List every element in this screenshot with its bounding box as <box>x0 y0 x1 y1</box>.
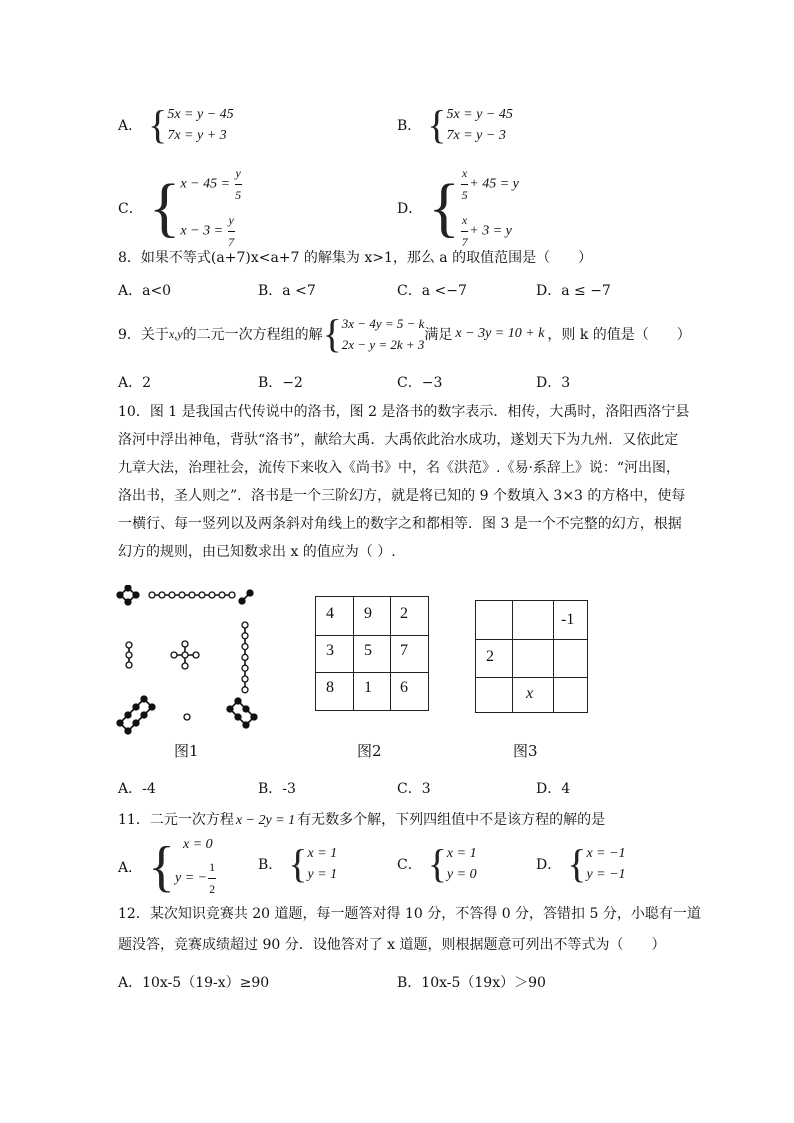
equation: y = 0 <box>446 867 477 882</box>
luoshu-dot <box>242 654 248 660</box>
luoshu-dot <box>242 622 248 628</box>
option-label: A． <box>118 860 143 876</box>
equation: 5x = y − 45 <box>167 107 234 122</box>
option-label: D． <box>397 201 423 217</box>
denominator: 7 <box>228 235 235 249</box>
luoshu-dot <box>125 599 131 605</box>
equation: y = − <box>175 870 208 886</box>
q11-option-d[interactable] <box>536 843 626 885</box>
q8-text: 8．如果不等式(a+7)x<a+7 的解集为 x>1，那么 a 的取值范围是（ ） <box>118 250 593 266</box>
magic-square-cell: 2 <box>400 605 408 622</box>
q11-text <box>118 809 605 829</box>
q10-line: 洛河中浮出神龟，背驮“洛书”，献给大禹．大禹依此治水成功，遂划天下为九州．又依此定 <box>118 432 679 448</box>
luoshu-dot <box>227 706 233 712</box>
equation: y = 1 <box>307 867 338 882</box>
q10-line: 一横行、每一竖列以及两条斜对角线上的数字之和都相等．图 3 是一个不完整的幻方，根据 <box>118 516 682 532</box>
luoshu-dot <box>133 720 139 726</box>
magic-square-cell: x <box>526 685 534 702</box>
luoshu-dot <box>182 641 188 647</box>
luoshu-dot <box>199 592 205 598</box>
equation: 3x − 4y = 5 − k <box>341 316 425 331</box>
magic-square-cell: 2 <box>486 648 494 665</box>
q12-option-a[interactable]: A．10x-5（19-x）≥90 <box>118 975 270 991</box>
luoshu-dot <box>125 712 131 718</box>
q9-vars: x,y <box>168 326 183 341</box>
q10-option-d[interactable]: D．4 <box>536 781 571 797</box>
numerator: y <box>228 210 235 232</box>
magic-square-cell: 6 <box>400 679 408 696</box>
luoshu-dot <box>229 592 235 598</box>
q8-option-a[interactable]: A．a<0 <box>118 283 172 299</box>
luoshu-dot <box>242 687 248 693</box>
luoshu-dot <box>239 598 245 604</box>
option-label: B． <box>258 857 283 873</box>
luoshu-dot <box>133 592 139 598</box>
option-label: C． <box>118 201 143 217</box>
denominator: 2 <box>209 882 216 896</box>
q12-line: 题没答，竞赛成绩超过 90 分．设他答对了 x 道题，则根据题意可列出不等式为（ ） <box>118 937 666 953</box>
magic-square-cell: 1 <box>364 679 372 696</box>
q10-line: 幻方的规则，由已知数求出 x 的值应为（ ）. <box>118 544 396 560</box>
figure-2-caption: 图2 <box>357 742 382 760</box>
luoshu-dot <box>159 592 165 598</box>
equation: 5x = y − 45 <box>446 107 513 122</box>
magic-square-cell: 5 <box>364 642 372 659</box>
denominator: 7 <box>461 235 468 249</box>
equation: + 3 = y <box>469 223 512 239</box>
q7-option-a[interactable] <box>118 104 234 146</box>
luoshu-dot <box>125 585 131 591</box>
numerator: y <box>235 163 242 185</box>
equation: x = −1 <box>586 846 626 861</box>
luoshu-dot <box>117 592 123 598</box>
brace-icon: { <box>427 102 447 147</box>
brace-icon: { <box>567 841 587 886</box>
luoshu-dot <box>125 728 131 734</box>
luoshu-dot <box>117 720 123 726</box>
luoshu-dot <box>141 696 147 702</box>
luoshu-dot <box>182 663 188 669</box>
luoshu-dot <box>182 652 188 658</box>
luoshu-dot <box>126 642 132 648</box>
q12-option-b[interactable]: B．10x-5（19x）＞90 <box>397 975 546 991</box>
luoshu-dot <box>242 633 248 639</box>
option-label: B． <box>397 118 422 134</box>
luoshu-dot <box>133 704 139 710</box>
equation: x − 3 = <box>180 223 227 239</box>
brace-icon: { <box>148 102 168 147</box>
equation: y = −1 <box>586 867 626 882</box>
equation: 2x − y = 2k + 3 <box>341 337 425 352</box>
q10-option-a[interactable]: A．-4 <box>118 781 156 797</box>
equation: x − 45 = <box>180 176 234 192</box>
q9-option-b[interactable]: B．−2 <box>258 375 303 391</box>
luoshu-dot <box>242 665 248 671</box>
q12-line: 12．某次知识竞赛共 20 道题，每一题答对得 10 分，不答得 0 分，答错扣 5 分，小聪有一道 <box>118 906 701 922</box>
option-label: A． <box>118 118 143 134</box>
luoshu-dot <box>189 592 195 598</box>
denominator: 5 <box>461 188 468 202</box>
luoshu-dot <box>141 712 147 718</box>
q9-cond-prefix: 满足 <box>424 327 453 343</box>
option-label: D． <box>536 857 562 873</box>
equation: 7x = y − 3 <box>446 128 506 143</box>
q10-line: 洛出书，圣人则之”．洛书是一个三阶幻方，就是将已知的 9 个数填入 3×3 的方格中，使每 <box>118 488 686 504</box>
brace-icon: { <box>148 171 181 244</box>
q7-option-d[interactable] <box>397 163 519 253</box>
numerator: 1 <box>208 857 216 879</box>
q7-option-c[interactable] <box>118 163 243 253</box>
luoshu-dot <box>184 714 190 720</box>
equation: x = 1 <box>307 846 338 861</box>
q9-mid: 的二元一次方程组的解 <box>182 327 323 343</box>
figure-1-caption: 图1 <box>174 742 199 760</box>
luoshu-dot <box>171 652 177 658</box>
magic-square-cell: -1 <box>561 611 575 628</box>
q10-option-b[interactable]: B．-3 <box>258 781 296 797</box>
luoshu-dot <box>126 662 132 668</box>
figure-2-magic-square <box>315 596 429 711</box>
magic-square-cell: 7 <box>400 642 408 659</box>
equation: x = 1 <box>446 846 477 861</box>
magic-square-cell: 4 <box>326 605 334 622</box>
q8-option-d[interactable]: D．a ≤ −7 <box>536 283 611 299</box>
luoshu-dot <box>247 590 253 596</box>
equation: x = 0 <box>183 837 213 852</box>
luoshu-dot <box>243 722 249 728</box>
luoshu-dot <box>243 706 249 712</box>
luoshu-dot <box>209 592 215 598</box>
equation: + 45 = y <box>469 176 519 192</box>
q10-option-c[interactable]: C．3 <box>397 781 431 797</box>
luoshu-dot <box>193 652 199 658</box>
q9-condition: x − 3y = 10 + k <box>455 326 545 341</box>
q10-line: 九章大法，治理社会，流传下来收入《尚书》中，名《洪范》.《易·系辞上》说：“河出图， <box>118 460 681 476</box>
luoshu-dot <box>219 592 225 598</box>
luoshu-dot <box>126 652 132 658</box>
figure-1-luoshu <box>115 585 265 735</box>
luoshu-dot <box>235 714 241 720</box>
q11-equation: x − 2y = 1 <box>235 813 296 828</box>
q9-suffix: ，则 k 的值是（ ） <box>547 327 691 343</box>
luoshu-dot <box>242 644 248 650</box>
q9-text <box>118 313 691 355</box>
figure-3-incomplete-square <box>475 600 588 713</box>
luoshu-dot <box>179 592 185 598</box>
q9-option-a[interactable]: A．2 <box>118 375 152 391</box>
brace-icon: { <box>148 836 176 898</box>
q11-option-a[interactable] <box>118 834 217 900</box>
q11-suffix: 有无数多个解，下列四组值中不是该方程的解的是 <box>297 812 606 828</box>
denominator: 5 <box>235 188 242 202</box>
q8-option-b[interactable]: B．a <7 <box>258 283 316 299</box>
magic-square-cell: 3 <box>326 642 334 659</box>
q11-option-b[interactable] <box>258 843 337 885</box>
q9-option-d[interactable]: D．3 <box>536 375 571 391</box>
luoshu-dot <box>169 592 175 598</box>
luoshu-dot <box>235 698 241 704</box>
numerator: x <box>461 163 468 185</box>
luoshu-dot <box>251 714 257 720</box>
brace-icon: { <box>428 171 460 244</box>
q9-option-c[interactable]: C．−3 <box>397 375 443 391</box>
option-label: C． <box>397 857 422 873</box>
luoshu-dot <box>149 704 155 710</box>
q7-option-b[interactable] <box>397 104 513 146</box>
brace-icon: { <box>427 841 447 886</box>
q10-line: 10．图 1 是我国古代传说中的洛书，图 2 是洛书的数字表示．相传，大禹时，洛阳西洛宁县 <box>118 404 690 420</box>
magic-square-cell: 8 <box>326 679 334 696</box>
luoshu-dot <box>242 676 248 682</box>
brace-icon: { <box>288 841 308 886</box>
numerator: x <box>461 210 468 232</box>
q11-option-c[interactable] <box>397 843 477 885</box>
q8-option-c[interactable]: C．a <−7 <box>397 283 467 299</box>
luoshu-dot <box>149 592 155 598</box>
brace-icon: { <box>322 311 342 356</box>
magic-square-cell: 9 <box>364 605 372 622</box>
figure-3-caption: 图3 <box>513 742 538 760</box>
equation: 7x = y + 3 <box>167 128 227 143</box>
q11-prefix: 11．二元一次方程 <box>118 812 234 828</box>
q9-prefix: 9．关于 <box>118 327 169 343</box>
